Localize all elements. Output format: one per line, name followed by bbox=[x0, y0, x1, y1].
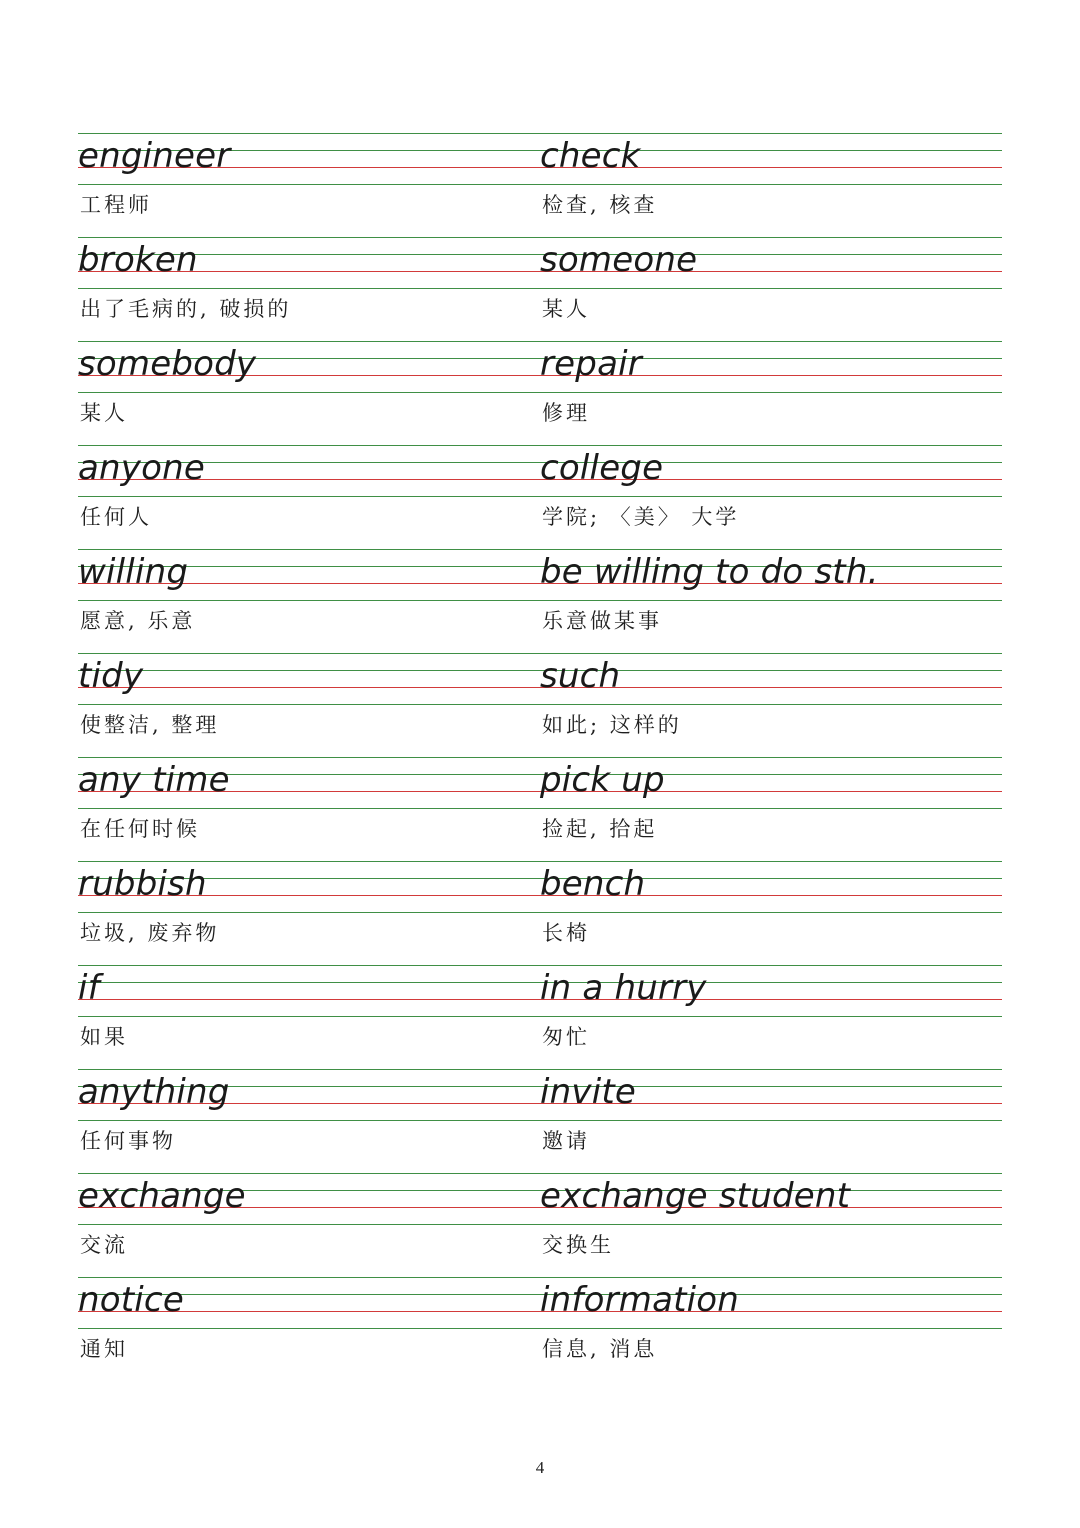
english-word: information bbox=[540, 1280, 740, 1320]
chinese-meaning: 某人 bbox=[80, 401, 128, 425]
vocabulary-row bbox=[78, 445, 1002, 549]
chinese-meaning: 某人 bbox=[542, 297, 590, 321]
chinese-meaning: 任何事物 bbox=[80, 1129, 176, 1153]
vocabulary-row bbox=[78, 653, 1002, 757]
english-word: notice bbox=[78, 1280, 184, 1320]
english-word: tidy bbox=[78, 656, 144, 696]
vocabulary-row bbox=[78, 133, 1002, 237]
english-word: willing bbox=[78, 552, 189, 592]
chinese-meaning: 信息, 消息 bbox=[542, 1337, 658, 1361]
chinese-meaning: 捡起, 拾起 bbox=[542, 817, 658, 841]
vocabulary-entry bbox=[540, 757, 1002, 861]
vocabulary-entry bbox=[540, 653, 1002, 757]
vocabulary-entry bbox=[540, 1173, 1002, 1277]
vocabulary-entry bbox=[540, 549, 1002, 653]
chinese-meaning: 使整洁, 整理 bbox=[80, 713, 220, 737]
english-word: broken bbox=[78, 240, 198, 280]
chinese-meaning: 工程师 bbox=[80, 193, 152, 217]
english-word: rubbish bbox=[78, 864, 207, 904]
vocabulary-entry bbox=[78, 237, 540, 341]
english-word: anyone bbox=[78, 448, 205, 488]
chinese-meaning: 乐意做某事 bbox=[542, 609, 662, 633]
english-word: check bbox=[540, 136, 641, 176]
chinese-meaning: 愿意, 乐意 bbox=[80, 609, 196, 633]
vocabulary-row bbox=[78, 965, 1002, 1069]
english-word: be willing to do sth. bbox=[540, 552, 879, 592]
vocabulary-entry bbox=[540, 861, 1002, 965]
vocabulary-entry bbox=[540, 341, 1002, 445]
chinese-meaning: 如此; 这样的 bbox=[542, 713, 682, 737]
english-word: engineer bbox=[78, 136, 231, 176]
english-word: college bbox=[540, 448, 664, 488]
english-word: exchange bbox=[78, 1176, 246, 1216]
vocabulary-row bbox=[78, 1069, 1002, 1173]
vocabulary-row bbox=[78, 341, 1002, 445]
chinese-meaning: 交流 bbox=[80, 1233, 128, 1257]
vocabulary-list bbox=[78, 133, 1002, 1381]
english-word: repair bbox=[540, 344, 642, 384]
chinese-meaning: 在任何时候 bbox=[80, 817, 200, 841]
page-number: 4 bbox=[535, 1458, 545, 1477]
vocabulary-row bbox=[78, 549, 1002, 653]
vocabulary-row bbox=[78, 861, 1002, 965]
vocabulary-entry bbox=[78, 965, 540, 1069]
chinese-meaning: 长椅 bbox=[542, 921, 590, 945]
chinese-meaning: 检查, 核查 bbox=[542, 193, 658, 217]
vocabulary-entry bbox=[540, 133, 1002, 237]
vocabulary-entry bbox=[78, 1069, 540, 1173]
vocabulary-entry bbox=[78, 1173, 540, 1277]
vocabulary-row bbox=[78, 1173, 1002, 1277]
chinese-meaning: 出了毛病的, 破损的 bbox=[80, 297, 292, 321]
vocabulary-entry bbox=[540, 1277, 1002, 1381]
chinese-meaning: 任何人 bbox=[80, 505, 152, 529]
english-word: exchange student bbox=[540, 1176, 851, 1216]
vocabulary-row bbox=[78, 1277, 1002, 1381]
english-word: bench bbox=[540, 864, 646, 904]
vocabulary-entry bbox=[78, 757, 540, 861]
english-word: somebody bbox=[78, 344, 257, 384]
vocabulary-entry bbox=[78, 445, 540, 549]
chinese-meaning: 通知 bbox=[80, 1337, 128, 1361]
chinese-meaning: 邀请 bbox=[542, 1129, 590, 1153]
chinese-meaning: 交换生 bbox=[542, 1233, 614, 1257]
chinese-meaning: 如果 bbox=[80, 1025, 128, 1049]
vocabulary-entry bbox=[78, 861, 540, 965]
english-word: in a hurry bbox=[540, 968, 707, 1008]
vocabulary-row bbox=[78, 237, 1002, 341]
chinese-meaning: 匆忙 bbox=[542, 1025, 590, 1049]
vocabulary-entry bbox=[78, 653, 540, 757]
english-word: invite bbox=[540, 1072, 637, 1112]
vocabulary-entry bbox=[540, 965, 1002, 1069]
english-word: anything bbox=[78, 1072, 230, 1112]
english-word: if bbox=[78, 968, 100, 1008]
english-word: any time bbox=[78, 760, 230, 800]
vocabulary-entry bbox=[78, 549, 540, 653]
vocabulary-entry bbox=[78, 1277, 540, 1381]
english-word: someone bbox=[540, 240, 698, 280]
english-word: pick up bbox=[540, 760, 665, 800]
vocabulary-entry bbox=[540, 445, 1002, 549]
vocabulary-row bbox=[78, 757, 1002, 861]
vocabulary-entry bbox=[78, 341, 540, 445]
chinese-meaning: 垃圾, 废弃物 bbox=[80, 921, 220, 945]
english-word: such bbox=[540, 656, 621, 696]
chinese-meaning: 修理 bbox=[542, 401, 590, 425]
vocabulary-entry bbox=[540, 1069, 1002, 1173]
chinese-meaning: 学院; 〈美〉 大学 bbox=[542, 505, 740, 529]
vocabulary-entry bbox=[540, 237, 1002, 341]
vocabulary-entry bbox=[78, 133, 540, 237]
